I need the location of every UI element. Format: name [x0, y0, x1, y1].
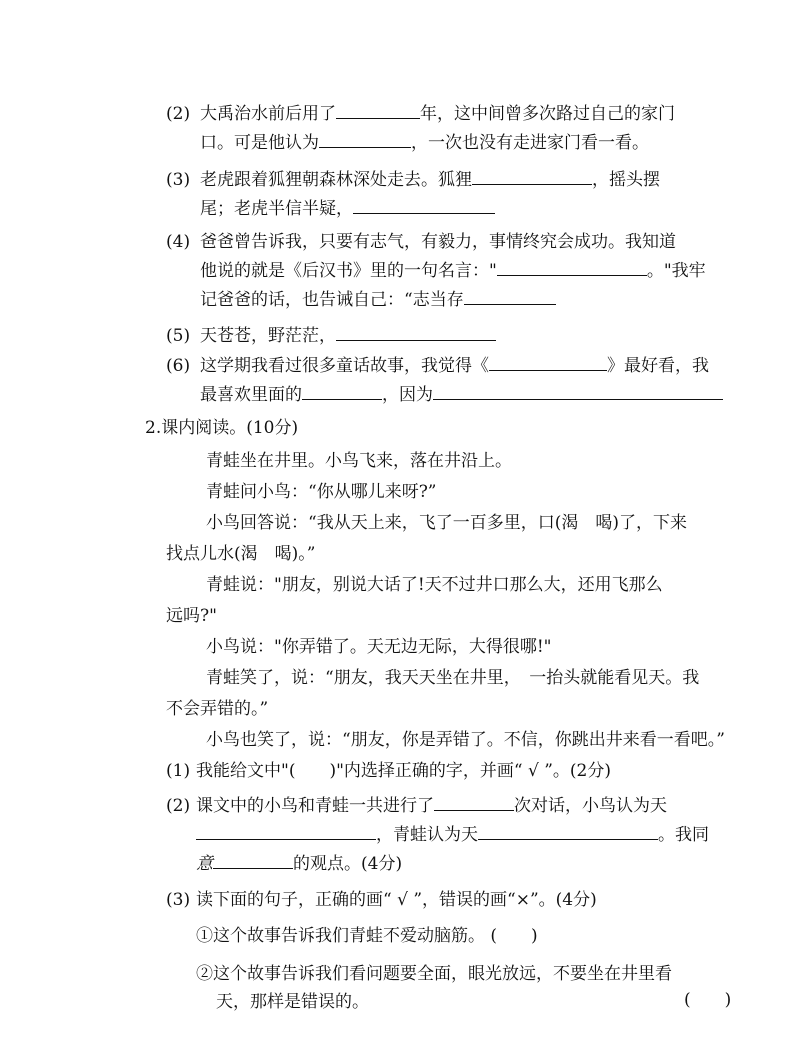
answer-blank[interactable] [213, 850, 293, 869]
question-item-3 [166, 166, 744, 224]
item-text: 爸爸曾告诉我，只要有志气，有毅力，事情终究会成功。我知道 [200, 232, 676, 252]
question-item-4 [166, 228, 744, 315]
item-text: 课文中的小鸟和青蛙一共进行了 [196, 796, 434, 816]
item-number: (1) [166, 761, 191, 781]
answer-blank[interactable] [319, 129, 411, 148]
answer-blank[interactable] [497, 257, 647, 276]
item-text: 年，这中间曾多次路过自己的家门 [420, 104, 675, 124]
passage-paragraph: 远吗?" [166, 606, 217, 626]
answer-blank[interactable] [336, 100, 420, 119]
sub-question-3 [166, 886, 744, 915]
item-text: 口。可是他认为 [200, 133, 319, 153]
passage-paragraph: 不会弄错的。” [166, 699, 269, 719]
item-text: 这学期我看过很多童话故事，我觉得《 [200, 356, 489, 376]
item-text: ，青蛙认为天 [376, 825, 478, 845]
item-text: 老虎跟着狐狸朝森林深处走去。狐狸 [200, 170, 472, 190]
passage-paragraph: 青蛙问小鸟：“你从哪儿来呀?” [206, 482, 437, 502]
item-text: ，一次也没有走进家门看一看。 [411, 133, 649, 153]
item-number: (2) [166, 796, 191, 816]
item-text: 大禹治水前后用了 [200, 104, 336, 124]
question-item-2 [166, 100, 744, 158]
item-text: 的观点。(4分) [293, 854, 403, 874]
answer-blank[interactable] [433, 381, 723, 400]
judgement-statement-2-cont: 天，那样是错误的。 [216, 992, 369, 1012]
judgement-statement-1[interactable]: ①这个故事告诉我们青蛙不爱动脑筋。 ( ) [196, 926, 538, 946]
answer-blank[interactable] [464, 286, 556, 305]
sub-question-2 [166, 792, 744, 879]
answer-blank[interactable] [196, 821, 376, 840]
item-text: 他说的就是《后汉书》里的一句名言：" [200, 261, 497, 281]
answer-blank[interactable] [434, 792, 514, 811]
item-text: ，因为 [382, 385, 433, 405]
item-number: (5) [166, 326, 191, 346]
item-text: 。"我牢 [646, 261, 706, 281]
item-text: 最喜欢里面的 [200, 385, 302, 405]
passage-paragraph: 青蛙说："朋友，别说大话了!天不过井口那么大，还用飞那么 [206, 575, 663, 595]
item-text: ，摇头摆 [592, 170, 660, 190]
item-number: (3) [166, 170, 191, 190]
item-text: 天苍苍，野茫茫， [200, 326, 336, 346]
item-text: 读下面的句子，正确的画“ √ ”，错误的画“×”。(4分) [196, 890, 597, 910]
item-text: 次对话，小鸟认为天 [514, 796, 667, 816]
passage-paragraph: 小鸟也笑了，说：“朋友，你是弄错了。不信，你跳出井来看一看吧。” [206, 730, 725, 750]
passage-paragraph: 找点儿水(渴 喝)。” [166, 544, 316, 564]
answer-blank[interactable] [336, 322, 496, 341]
item-text: 》最好看，我 [607, 356, 709, 376]
item-text: 我能给文中"( )"内选择正确的字，并画“ √ ”。(2分) [196, 761, 612, 781]
item-number: (6) [166, 356, 191, 376]
passage-paragraph: 小鸟回答说：“我从天上来，飞了一百多里，口(渴 喝)了，下来 [206, 513, 687, 533]
item-number: (4) [166, 232, 191, 252]
item-text: 尾；老虎半信半疑， [200, 199, 353, 219]
passage-paragraph: 青蛙笑了，说：“朋友，我天天坐在井里， 一抬头就能看见天。我 [206, 668, 700, 688]
answer-blank[interactable] [489, 352, 607, 371]
item-text: 。我同 [658, 825, 709, 845]
answer-blank[interactable] [353, 195, 495, 214]
question-item-5 [166, 322, 744, 351]
section-heading: 2.课内阅读。(10分) [145, 418, 299, 438]
item-text: 记爸爸的话，也告诫自己：“志当存 [200, 290, 464, 310]
passage-paragraph: 小鸟说："你弄错了。天无边无际，大得很哪!" [206, 637, 552, 657]
question-item-6 [166, 352, 744, 410]
answer-blank[interactable] [472, 166, 592, 185]
sub-question-1 [166, 757, 744, 786]
item-number: (2) [166, 104, 191, 124]
judgement-statement-2: ②这个故事告诉我们看问题要全面，眼光放远，不要坐在井里看 [196, 964, 672, 984]
answer-blank[interactable] [478, 821, 658, 840]
item-number: (3) [166, 890, 191, 910]
judgement-answer-box[interactable]: ( ) [684, 990, 732, 1010]
answer-blank[interactable] [302, 381, 382, 400]
passage-paragraph: 青蛙坐在井里。小鸟飞来，落在井沿上。 [206, 451, 512, 471]
item-text: 意 [196, 854, 213, 874]
